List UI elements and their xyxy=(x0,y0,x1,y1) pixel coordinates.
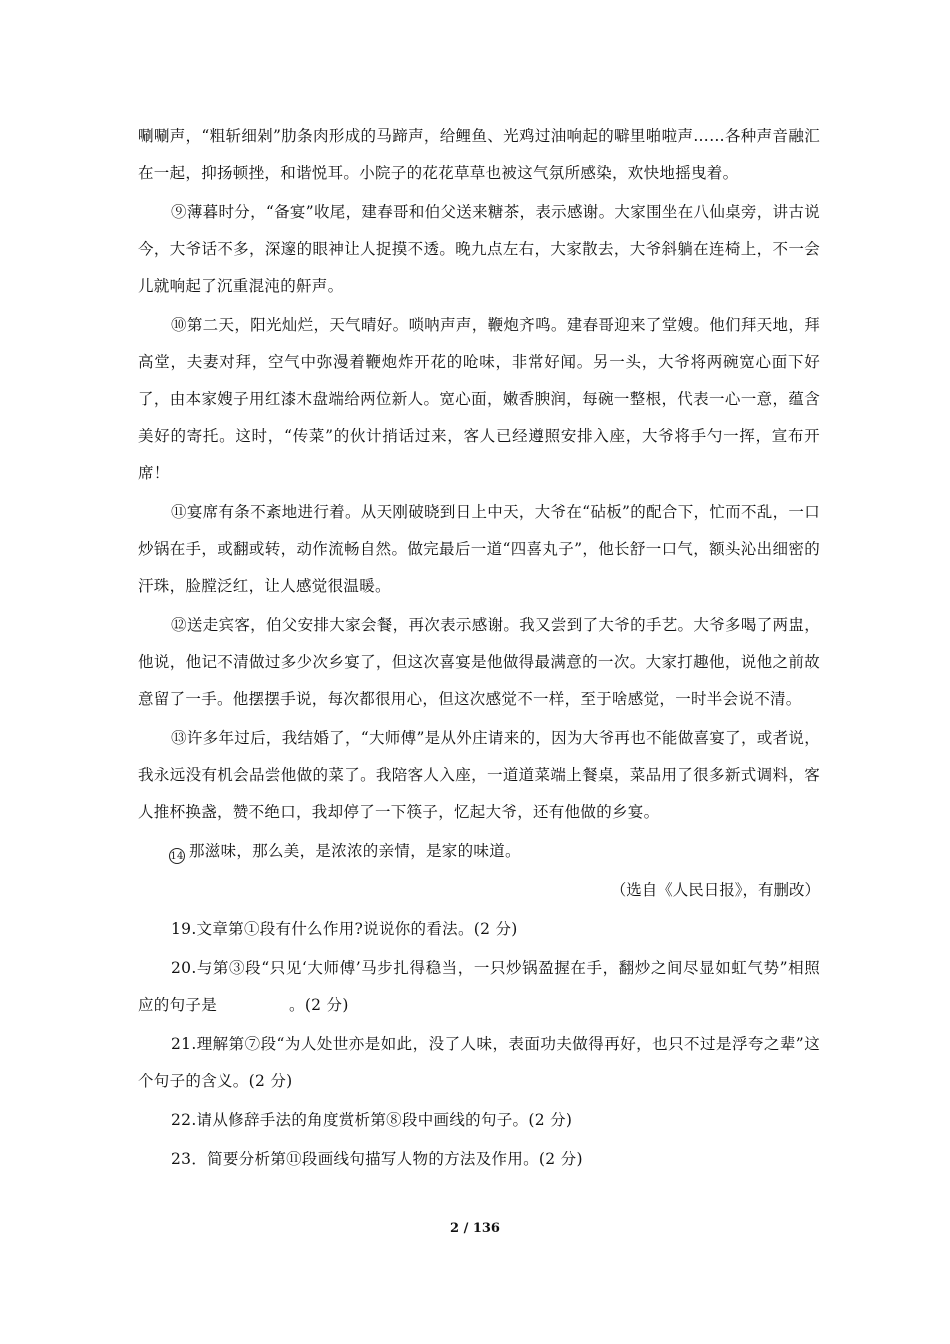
question-19: 19.文章第①段有什么作用?说说你的看法。(2 分) xyxy=(171,920,518,938)
question-22: 22.请从修辞手法的角度赏析第⑧段中画线的句子。(2 分) xyxy=(171,1111,573,1129)
paragraph-14 xyxy=(138,833,820,870)
paragraph-12: ⑫送走宾客，伯父安排大家会餐，再次表示感谢。我又尝到了大爷的手艺。大爷多喝了两盅，他说，他记不清做过多少次乡宴了，但这次喜宴是他做得最满意的一次。大家打趣他，说他之前故意留了一手。他摆摆手说，每次都很用心，但这次感觉不一样，至于啥感觉，一时半会说不清。 xyxy=(138,616,820,708)
source-citation: （选自《人民日报》，有删改） xyxy=(610,881,820,899)
question-21: 21.理解第⑦段“为人处世亦是如此，没了人味，表面功夫做得再好，也只不过是浮夸之辈”这个句子的含义。(2 分) xyxy=(138,1035,820,1090)
document-page xyxy=(138,118,820,1180)
paragraph-13: ⑬许多年过后，我结婚了，“大师傅”是从外庄请来的，因为大爷再也不能做喜宴了，或者说，我永远没有机会品尝他做的菜了。我陪客人入座，一道道菜端上餐桌，菜品用了很多新式调料，客人推杯换盏，赞不绝口，我却停了一下筷子，忆起大爷，还有他做的乡宴。 xyxy=(138,729,820,821)
paragraph-11: ⑪宴席有条不紊地进行着。从天刚破晓到日上中天，大爷在“砧板”的配合下，忙而不乱，一口炒锅在手，或翻或转，动作流畅自然。做完最后一道“四喜丸子”，他长舒一口气，额头沁出细密的汗珠，脸膛泛红，让人感觉很温暖。 xyxy=(138,503,820,595)
paragraph-9: ⑨薄暮时分，“备宴”收尾，建春哥和伯父送来糖茶，表示感谢。大家围坐在八仙桌旁，讲古说今，大爷话不多，深邃的眼神让人捉摸不透。晚九点左右，大家散去，大爷斜躺在连椅上，不一会儿就响起了沉重混沌的鼾声。 xyxy=(138,203,820,295)
question-20-text: 20.与第③段“只见‘大师傅’马步扎得稳当，一只炒锅盈握在手，翻炒之间尽显如虹气势”相照应的句子是 xyxy=(138,959,820,1014)
paragraph-10: ⑩第二天，阳光灿烂，天气晴好。唢呐声声，鞭炮齐鸣。建春哥迎来了堂嫂。他们拜天地，拜高堂，夫妻对拜，空气中弥漫着鞭炮炸开花的呛味，非常好闻。另一头，大爷将两碗宽心面下好了，由本家嫂子用红漆木盘端给两位新人。宽心面，嫩香腴润，每碗一整根，代表一心一意，蕴含美好的寄托。这时，“传菜”的伙计捎话过来，客人已经遵照安排入座，大爷将手勺一挥，宣布开席！ xyxy=(138,316,820,482)
page-number: 2 / 136 xyxy=(450,1221,500,1236)
circled-number-marker: 14 xyxy=(169,848,185,864)
paragraph-8-continued: 唰唰声，“粗斩细剁”肋条肉形成的马蹄声，给鲤鱼、光鸡过油响起的噼里啪啦声……各种声音融汇在一起，抑扬顿挫，和谐悦耳。小院子的花花草草也被这气氛所感染，欢快地摇曳着。 xyxy=(138,127,820,182)
question-20-points: 。(2 分) xyxy=(289,996,349,1014)
paragraph-14-text: 那滋味，那么美，是浓浓的亲情，是家的味道。 xyxy=(189,842,521,860)
question-20 xyxy=(138,950,820,1024)
question-23: 23．简要分析第⑪段画线句描写人物的方法及作用。(2 分) xyxy=(171,1150,583,1168)
